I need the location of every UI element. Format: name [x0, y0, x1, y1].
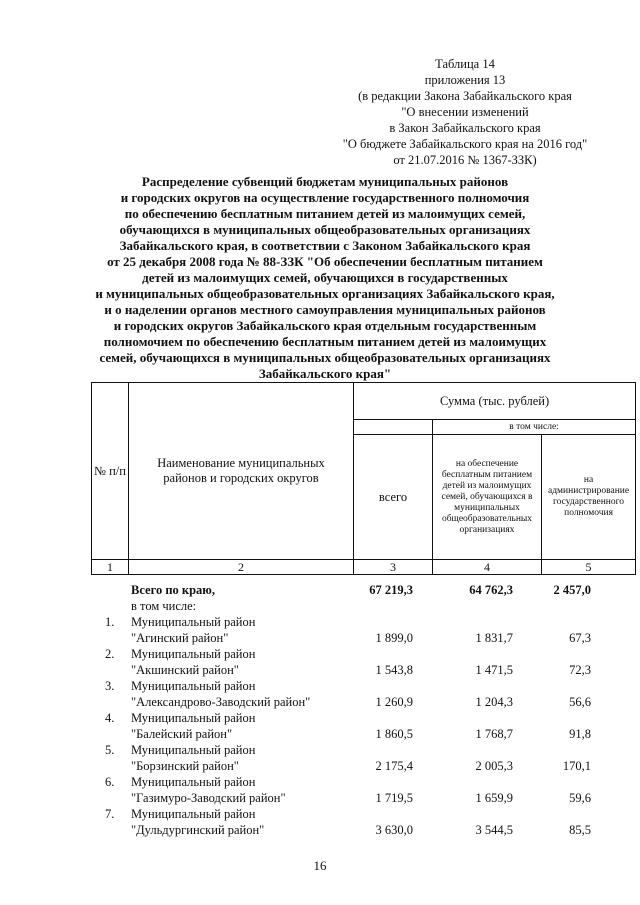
row-value-admin: 170,1	[562, 759, 591, 773]
row-value-food: 1 768,7	[475, 727, 513, 741]
data-rows	[91, 582, 595, 838]
col-index: 2	[129, 560, 354, 575]
table-row	[91, 710, 595, 742]
title-line: и городских округов на осуществление государственного полномочия	[120, 190, 530, 205]
row-name	[131, 742, 255, 774]
row-value-admin: 91,8	[569, 727, 591, 741]
row-name-line2: "Акшинский район"	[131, 663, 239, 677]
title-line: и городских округов Забайкальского края отдельным государственным	[113, 318, 537, 333]
header-line: в Закон Забайкальского края	[389, 121, 541, 135]
table-row	[91, 614, 595, 646]
row-number: 6.	[105, 775, 115, 789]
row-name	[131, 774, 286, 806]
col-total-header: всего	[354, 435, 433, 560]
row-value-admin: 72,3	[569, 663, 591, 677]
row-value-food: 1 204,3	[475, 695, 513, 709]
row-value-food: 1 471,5	[475, 663, 513, 677]
header-line: "О бюджете Забайкальского края на 2016 год"	[342, 137, 588, 151]
row-name-line1: Муниципальный район	[131, 775, 256, 789]
header-line: от 21.07.2016 № 1367-ЗЗК)	[393, 153, 537, 167]
row-name-line1: Муниципальный район	[131, 679, 256, 693]
row-name-line1: Муниципальный район	[131, 615, 256, 629]
row-name	[131, 806, 264, 838]
col-index: 3	[354, 560, 433, 575]
row-name-line1: Муниципальный район	[131, 807, 256, 821]
table-row	[91, 678, 595, 710]
col-number-header: № п/п	[92, 383, 129, 560]
title-line: Забайкальского края, в соответствии с Законом Забайкальского края	[119, 238, 531, 253]
title-line: обучающихся в муниципальных общеобразовательных организациях	[119, 222, 531, 237]
row-value-all: 1 719,5	[375, 791, 413, 805]
row-name-line1: Муниципальный район	[131, 647, 256, 661]
row-name-line2: "Балейский район"	[131, 727, 233, 741]
title-line: от 25 декабря 2008 года № 88-ЗЗК "Об обеспечении бесплатным питанием	[107, 254, 543, 269]
col-name-header: Наименование муниципальных районов и городских округов	[129, 383, 354, 560]
row-value-all: 1 543,8	[375, 663, 413, 677]
document-title	[80, 174, 570, 382]
row-value-food: 1 831,7	[475, 631, 513, 645]
row-name-line1: Муниципальный район	[131, 711, 256, 725]
total-row	[91, 582, 595, 614]
total-value-admin: 2 457,0	[553, 583, 591, 597]
total-sub-label: в том числе:	[131, 599, 197, 613]
row-value-admin: 67,3	[569, 631, 591, 645]
page-number: 16	[313, 858, 327, 873]
row-value-food: 3 544,5	[475, 823, 513, 837]
row-value-food: 1 659,9	[475, 791, 513, 805]
row-name	[131, 710, 255, 742]
table-row	[91, 646, 595, 678]
col-sum-header: Сумма (тыс. рублей)	[354, 383, 636, 420]
total-label: Всего по краю,	[131, 583, 215, 597]
title-line: и муниципальных общеобразовательных организациях Забайкальского края,	[95, 286, 555, 301]
total-value-all: 67 219,3	[369, 583, 413, 597]
row-value-all: 3 630,0	[375, 823, 413, 837]
row-value-all: 1 860,5	[375, 727, 413, 741]
total-value-food: 64 762,3	[469, 583, 513, 597]
row-name	[131, 614, 255, 646]
row-value-all: 1 899,0	[375, 631, 413, 645]
row-name-line2: "Агинский район"	[131, 631, 229, 645]
row-value-admin: 85,5	[569, 823, 591, 837]
row-value-food: 2 005,3	[475, 759, 513, 773]
subvention-table-header	[91, 382, 636, 575]
col-food-header: на обеспечение бесплатным питанием детей из малоимущих семей, обучающихся в муниципальных общеобразовательных организациях	[433, 435, 542, 560]
title-line: детей из малоимущих семей, обучающихся в государственных	[142, 270, 508, 285]
title-line: и о наделении органов местного самоуправления муниципальных районов	[104, 302, 546, 317]
row-name	[131, 646, 255, 678]
col-index: 4	[433, 560, 542, 575]
title-line: семей, обучающихся в муниципальных общеобразовательных организациях	[99, 350, 551, 365]
title-line: по обеспечению бесплатным питанием детей из малоимущих семей,	[124, 206, 526, 221]
header-line: (в редакции Закона Забайкальского края	[358, 89, 572, 103]
row-name-line2: "Александрово-Заводский район"	[131, 695, 311, 709]
header-line: приложения 13	[424, 73, 506, 87]
header-line: "О внесении изменений	[401, 105, 529, 119]
col-admin-header: на администрирование государственного полномочия	[542, 435, 636, 560]
row-name-line2: "Дульдургинский район"	[131, 823, 265, 837]
row-name	[131, 678, 310, 710]
row-number: 5.	[105, 743, 115, 757]
row-number: 1.	[105, 615, 115, 629]
row-number: 3.	[105, 679, 115, 693]
row-value-admin: 59,6	[569, 791, 591, 805]
col-index: 1	[92, 560, 129, 575]
header-line: Таблица 14	[435, 57, 495, 71]
row-value-all: 1 260,9	[375, 695, 413, 709]
title-line: Распределение субвенций бюджетам муниципальных районов	[141, 174, 509, 189]
row-value-all: 2 175,4	[375, 759, 413, 773]
row-number: 7.	[105, 807, 115, 821]
row-value-admin: 56,6	[569, 695, 591, 709]
title-line: полномочием по обеспечению бесплатным питанием детей из малоимущих	[103, 334, 547, 349]
row-name-line1: Муниципальный район	[131, 743, 256, 757]
empty-cell	[354, 420, 433, 435]
col-including-header: в том числе:	[433, 420, 636, 435]
table-row	[91, 742, 595, 774]
row-name-line2: "Газимуро-Заводский район"	[131, 791, 286, 805]
title-line: Забайкальского края"	[258, 366, 392, 381]
row-number: 4.	[105, 711, 115, 725]
appendix-header	[300, 56, 630, 168]
table-row	[91, 774, 595, 806]
row-number: 2.	[105, 647, 115, 661]
row-name-line2: "Борзинский район"	[131, 759, 239, 773]
table-row	[91, 806, 595, 838]
col-index: 5	[542, 560, 636, 575]
